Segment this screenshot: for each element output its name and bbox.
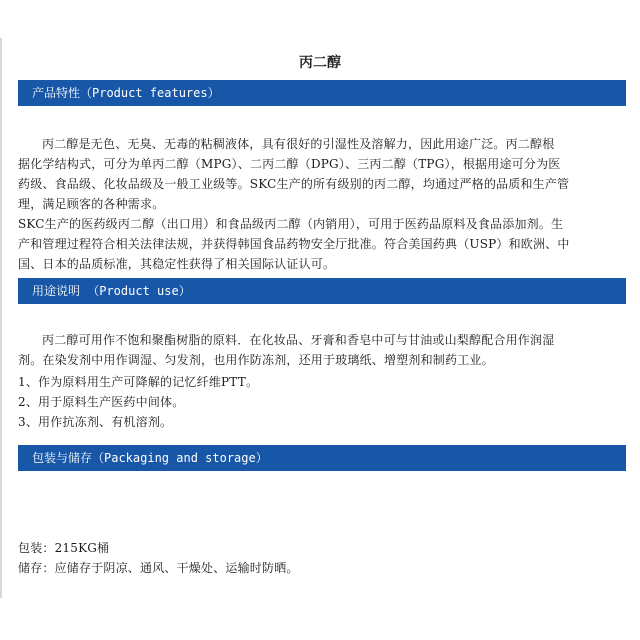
usage-line-2: 剂。在染发剂中用作调湿、匀发剂，也用作防冻剂，还用于玻璃纸、增塑剂和制药工业。: [18, 353, 494, 367]
packaging-text: 包装：215KG桶: [18, 541, 110, 555]
storage-info: [18, 538, 626, 578]
left-border-rule: [0, 38, 2, 598]
usage-list-item: 3、用作抗冻剂、有机溶剂。: [18, 415, 173, 429]
features2-line-2: 产和管理过程符合相关法律法规，并获得韩国食品药物安全厅批准。符合美国药典（USP）和欧洲、中: [18, 237, 570, 251]
features-paragraph: [18, 134, 626, 214]
features-line-3: 药级、食品级、化妆品级及一般工业级等。SKC生产的所有级别的丙二醇，均通过严格的品质和生产管: [18, 177, 570, 191]
features-line-4: 理，满足顾客的各种需求。: [18, 197, 165, 211]
features2-line-1: SKC生产的医药级丙二醇（出口用）和食品级丙二醇（内销用），可用于医药品原料及食品添加剂。生: [18, 217, 564, 231]
features-line-1: 丙二醇是无色、无臭、无毒的粘稠液体，具有很好的引湿性及溶解力，因此用途广泛。丙二醇根: [42, 137, 555, 151]
section-header-storage: 包装与储存（Packaging and storage）: [18, 445, 626, 471]
section-header-usage: 用途说明 （Product use）: [18, 278, 626, 304]
usage-line-1: 丙二醇可用作不饱和聚酯树脂的原料．在化妆品、牙膏和香皂中可与甘油或山梨醇配合用作润湿: [42, 333, 555, 347]
usage-list: [18, 372, 626, 432]
storage-text: 储存：应储存于阴凉、通风、干燥处、运输时防晒。: [18, 561, 299, 575]
usage-paragraph: [18, 330, 626, 370]
section-header-features: 产品特性（Product features）: [18, 80, 626, 106]
page-title: 丙二醇: [299, 55, 341, 71]
usage-list-item: 1、作为原料用生产可降解的记忆纤维PTT。: [18, 375, 259, 389]
features-line-2: 据化学结构式，可分为单丙二醇（MPG）、二丙二醇（DPG）、三丙二醇（TPG），根据用途可分为医: [18, 157, 561, 171]
features-paragraph-2: [18, 214, 626, 274]
features2-line-3: 国、日本的品质标准，其稳定性获得了相关国际认证认可。: [18, 257, 336, 271]
usage-list-item: 2、用于原料生产医药中间体。: [18, 395, 185, 409]
